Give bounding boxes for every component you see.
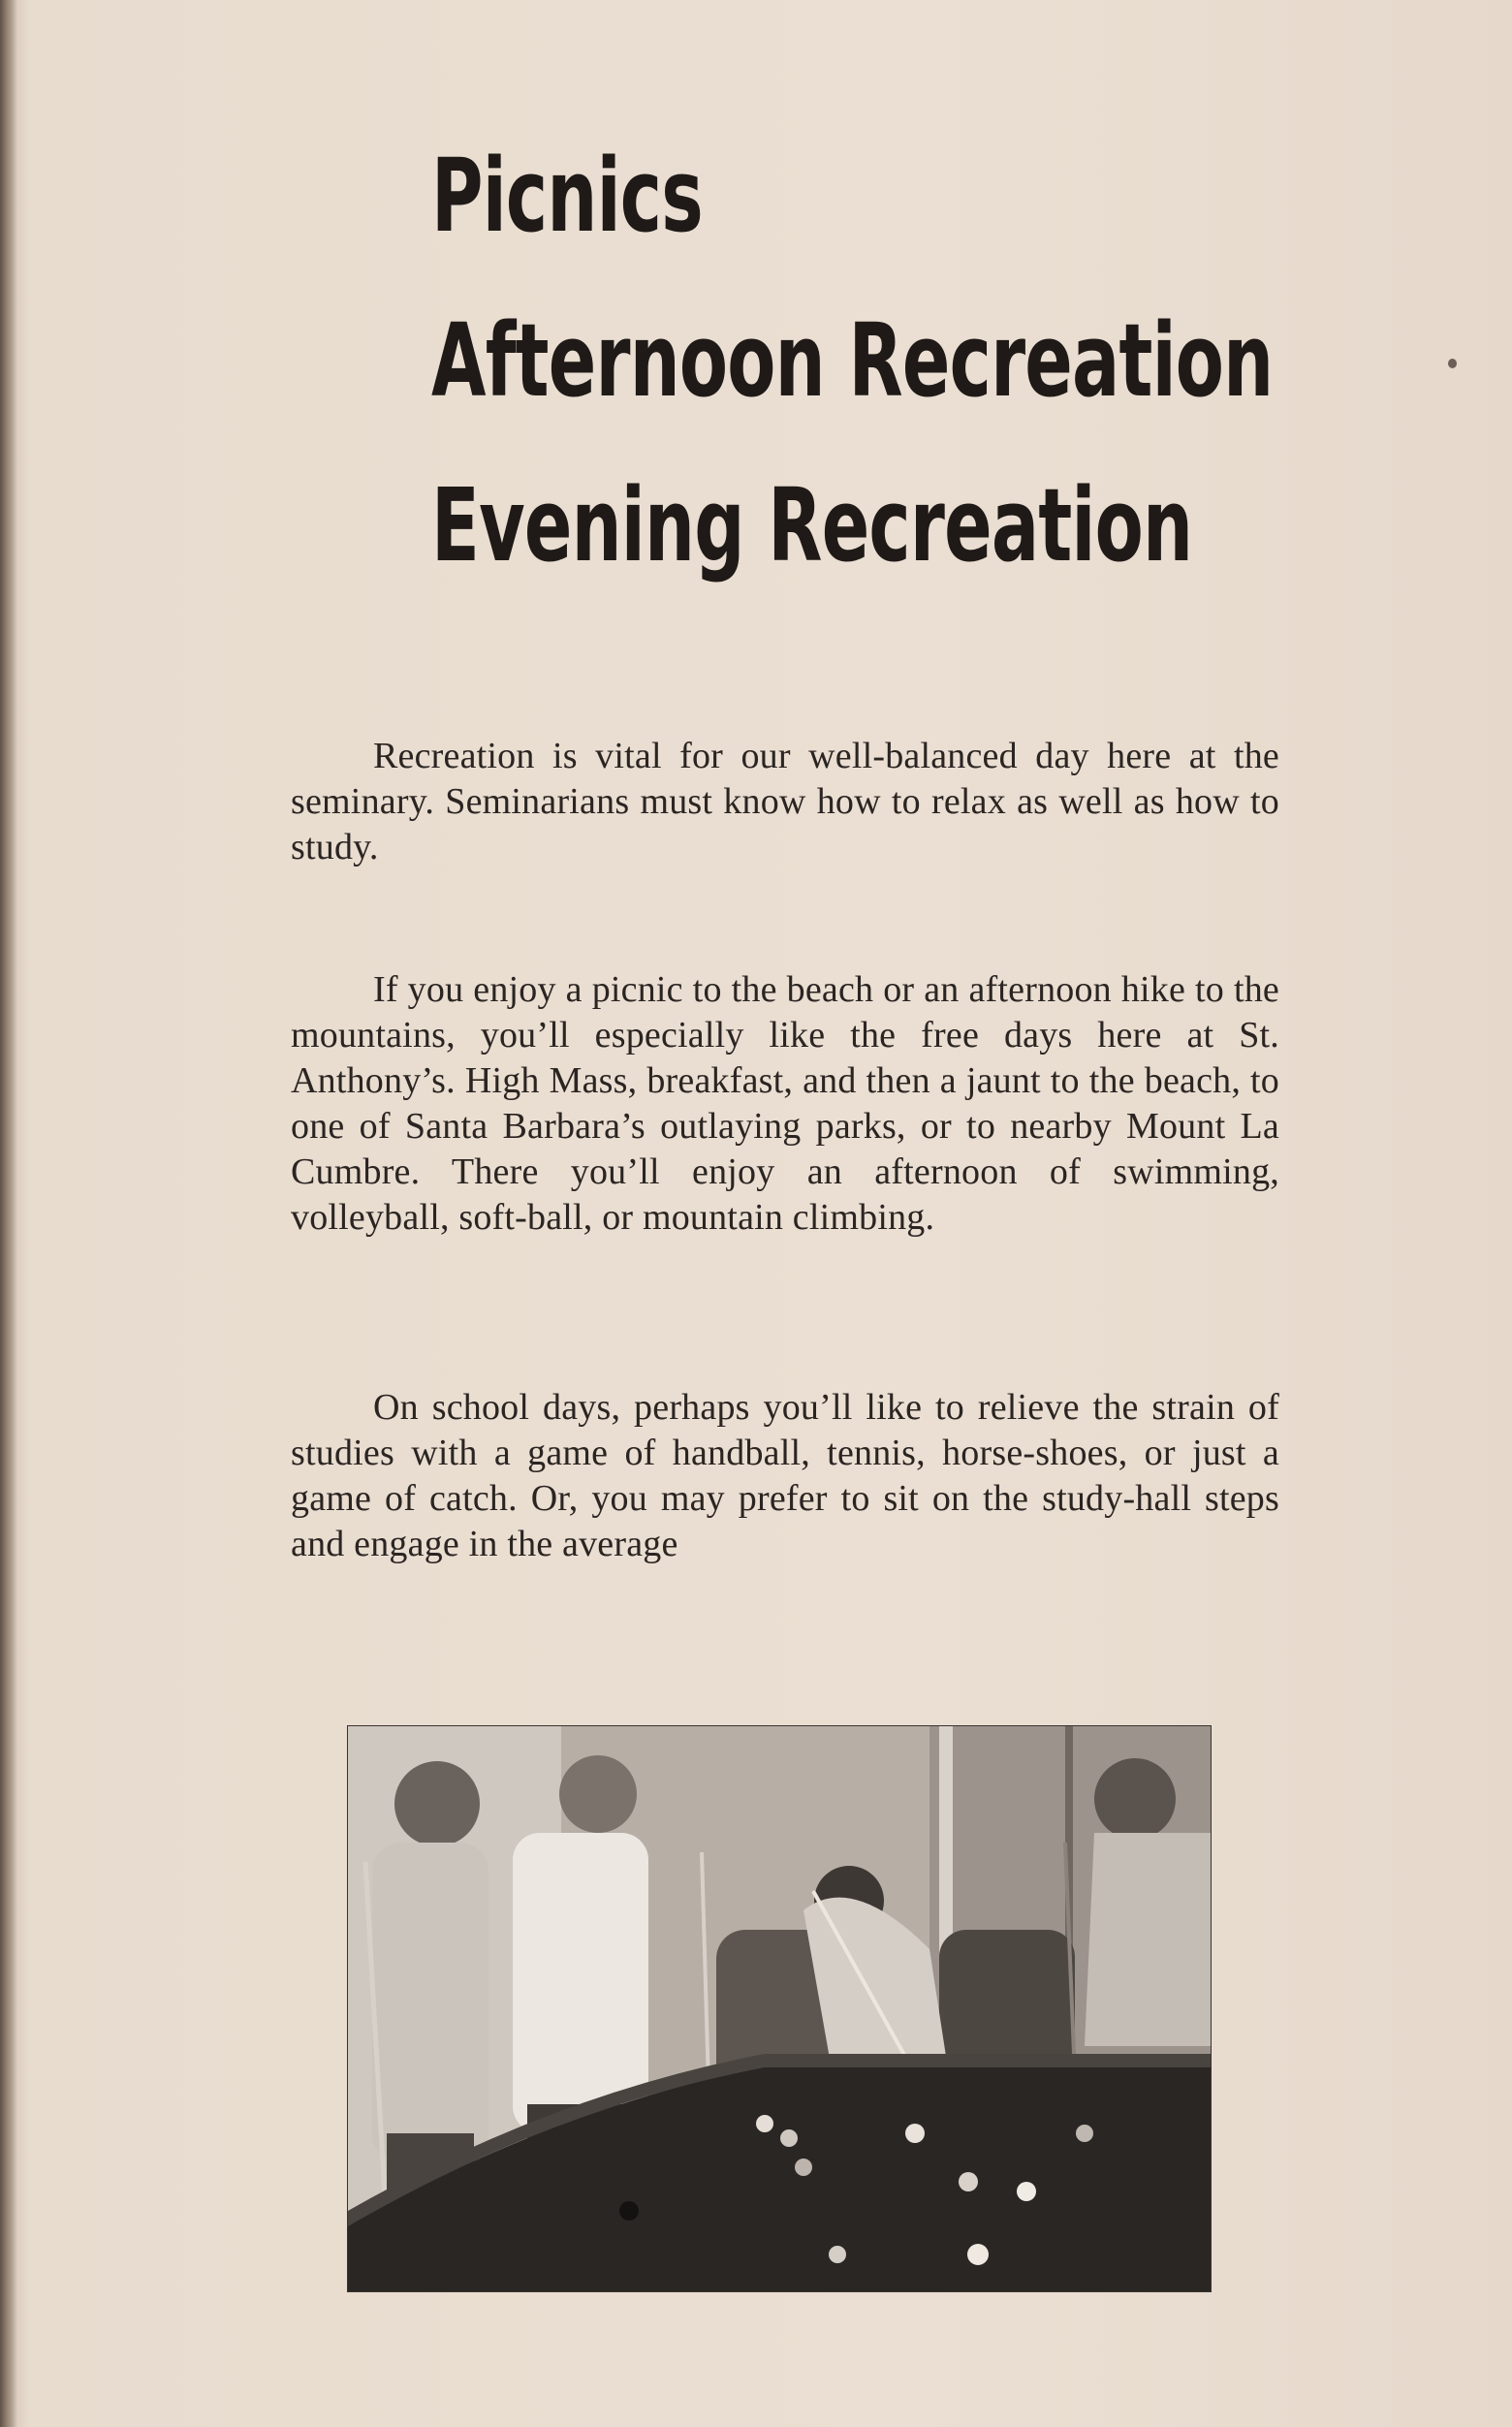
paragraph-text: On school days, perhaps you’ll like to relieve the strain of studies with a game of handball, tennis, horse-shoes, or just a game of catch. Or, you may prefer to sit on the study-hall steps and engage in the average bbox=[291, 1387, 1279, 1564]
paper-speck bbox=[1448, 359, 1457, 368]
paragraph-text: Recreation is vital for our well-balanced day here at the seminary. Seminarians must know how to relax as well as how to study. bbox=[291, 736, 1279, 867]
paragraph-school-days bbox=[291, 1385, 1279, 1567]
billiards-photo bbox=[348, 1726, 1211, 2291]
billiards-photo-drawing bbox=[348, 1726, 1211, 2291]
heading-afternoon-recreation: Afternoon Recreation bbox=[431, 301, 1274, 420]
paragraph-text: If you enjoy a picnic to the beach or an afternoon hike to the mountains, you’ll especially like the free days here at St. Anthony’s. High Mass, breakfast, and then a jaunt to the beach, to one of Santa Barbara’s outlaying parks, or to nearby Mount La Cumbre. There you’ll enjoy an afternoon of swimming, volleyball, soft-ball, or mountain climbing. bbox=[291, 969, 1279, 1238]
section-headings bbox=[431, 137, 1304, 640]
heading-picnics: Picnics bbox=[431, 137, 703, 255]
book-spine bbox=[0, 0, 17, 2427]
paragraph-picnics bbox=[291, 967, 1279, 1241]
heading-evening-recreation: Evening Recreation bbox=[431, 466, 1193, 584]
paragraph-intro bbox=[291, 734, 1279, 870]
